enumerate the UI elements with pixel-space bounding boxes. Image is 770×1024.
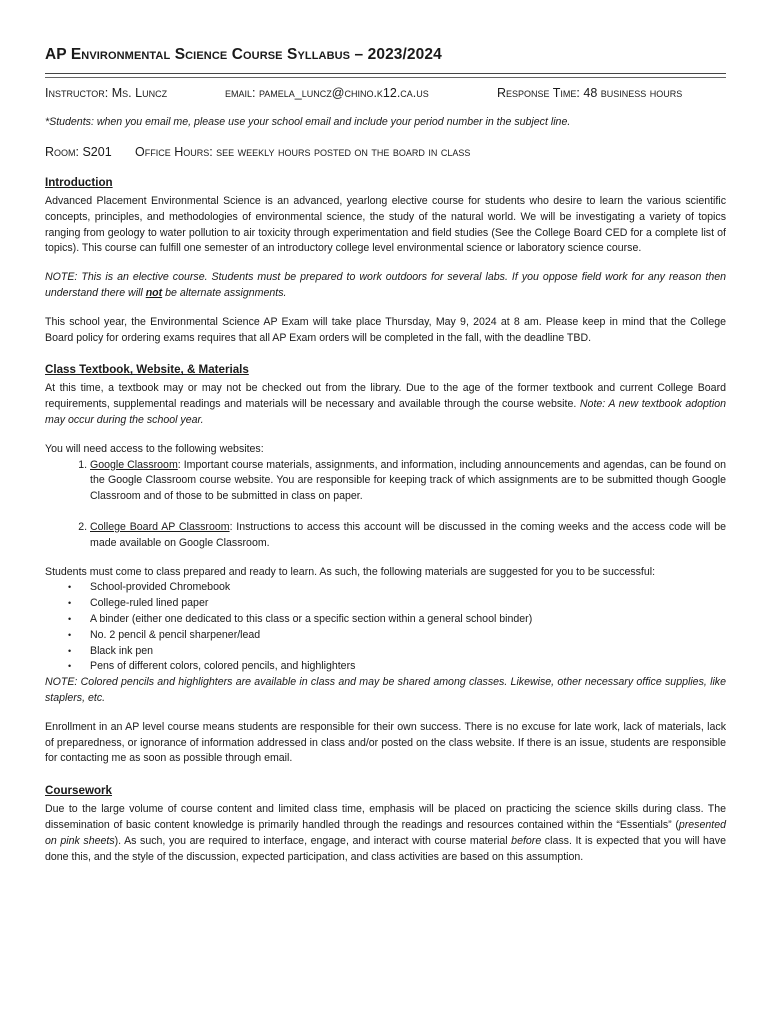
google-classroom-desc: : Important course materials, assignments, and information, including announcements and agendas, can be found on the Google Classroom course website. You are responsible for keeping track of which assignments are to be submitted though Google Classroom and of those to be submitted in class on paper. bbox=[90, 458, 726, 503]
elective-note-emphasis: not bbox=[145, 286, 163, 299]
instructor-name: Instructor: Ms. Luncz bbox=[45, 86, 168, 100]
instructor-email: email: pamela_luncz@chino.k12.ca.us bbox=[225, 86, 429, 100]
elective-note bbox=[45, 270, 726, 302]
materials-heading: Class Textbook, Website, & Materials bbox=[45, 363, 249, 377]
textbook-text: At this time, a textbook may or may not be checked out from the library. Due to the age of the former textbook and current College Board requirements, supplemental readings and materials will be necessary and available through the course website. bbox=[45, 382, 726, 411]
list-item bbox=[90, 520, 726, 552]
google-classroom-link[interactable]: Google Classroom bbox=[90, 458, 178, 471]
coursework-paragraph bbox=[45, 802, 726, 865]
page-title: AP Environmental Science Course Syllabus – 2023/2024 bbox=[45, 46, 442, 63]
list-item bbox=[90, 458, 726, 505]
coursework-heading: Coursework bbox=[45, 784, 113, 798]
coursework-text-b: presented on pink sheets bbox=[45, 818, 726, 847]
ap-classroom-link[interactable]: College Board AP Classroom bbox=[90, 520, 230, 533]
websites-intro: You will need access to the following websites: bbox=[45, 442, 264, 455]
list-item: • Pens of different colors, colored pencils, and highlighters bbox=[90, 659, 726, 675]
room-number: Room: S201 bbox=[45, 145, 112, 159]
textbook-paragraph bbox=[45, 381, 726, 428]
title-rule bbox=[45, 73, 726, 74]
title-rule-thin bbox=[45, 77, 726, 78]
instructor-info-row bbox=[45, 83, 726, 103]
supplies-note: NOTE: Colored pencils and highlighters are available in class and may be shared among classes. Likewise, other necessary office supplies, like staplers, etc. bbox=[45, 676, 726, 704]
list-item: • College-ruled lined paper bbox=[90, 596, 726, 612]
office-hours: Office Hours: see weekly hours posted on the board in class bbox=[135, 145, 471, 159]
elective-note-text: NOTE: This is an elective course. Students must be prepared to work outdoors for several labs. If you oppose field work for any reason then understand there will bbox=[45, 271, 726, 299]
coursework-text-c: ). As such, you are required to interface, engage, and interact with course material bbox=[114, 834, 512, 847]
introduction-heading: Introduction bbox=[45, 176, 113, 189]
response-time: Response Time: 48 business hours bbox=[497, 86, 683, 100]
supplies-list bbox=[45, 580, 726, 675]
textbook-note: Note: A new textbook adoption may occur during the school year. bbox=[45, 398, 726, 426]
coursework-text-a: Due to the large volume of course content and limited class time, emphasis will be placed on practicing the science skills during class. The dissemination of basic content knowledge is primarily handled through the readings and resources contained within the “Essentials” ( bbox=[45, 803, 726, 831]
list-item: • Black ink pen bbox=[90, 644, 726, 660]
list-item: • No. 2 pencil & pencil sharpener/lead bbox=[90, 628, 726, 644]
list-item: • School-provided Chromebook bbox=[90, 580, 726, 596]
email-note: *Students: when you email me, please use your school email and include your period number in the subject line. bbox=[45, 116, 571, 128]
elective-note-end: be alternate assignments. bbox=[162, 286, 287, 299]
intro-paragraph: Advanced Placement Environmental Science is an advanced, yearlong elective course for students who desire to learn the various scientific concepts, principles, and methodologies of environmental science, the study of the natural world. We will be investigating a variety of topics ranging from geology to water pollution to air toxicity through experimentation and field studies (See the College Board CED for a complete list of topics). This course can fulfill one semester of an introductory college level environmental science or laboratory science course. bbox=[45, 195, 726, 255]
supplies-intro: Students must come to class prepared and ready to learn. As such, the following materials are suggested for you to be successful: bbox=[45, 565, 656, 578]
enrollment-paragraph: Enrollment in an AP level course means students are responsible for their own success. There is no excuse for late work, lack of materials, lack of preparedness, or ignorance of information addressed in class and/or posted on the class website. If there is an issue, students are responsible for contacting me as soon as possible through email. bbox=[45, 720, 726, 765]
coursework-text-e: class. It is expected that you will have done this, and the style of the discussion, expected participation, and class activities are based on this assumption. bbox=[45, 834, 726, 863]
exam-date-paragraph: This school year, the Environmental Science AP Exam will take place Thursday, May 9, 2024 at 8 am. Please keep in mind that the College Board policy for ordering exams requires that all AP Exam orders will be completed in the fall, with the deadline TBD. bbox=[45, 315, 726, 344]
list-item: • A binder (either one dedicated to this class or a specific section within a general school binder) bbox=[90, 612, 726, 628]
websites-list bbox=[45, 458, 726, 552]
syllabus-page bbox=[45, 46, 726, 865]
coursework-text-d: before bbox=[511, 834, 542, 847]
ap-classroom-desc: : Instructions to access this account will be discussed in the coming weeks and the access code will be made available on Google Classroom. bbox=[90, 520, 726, 549]
room-row bbox=[45, 145, 726, 159]
